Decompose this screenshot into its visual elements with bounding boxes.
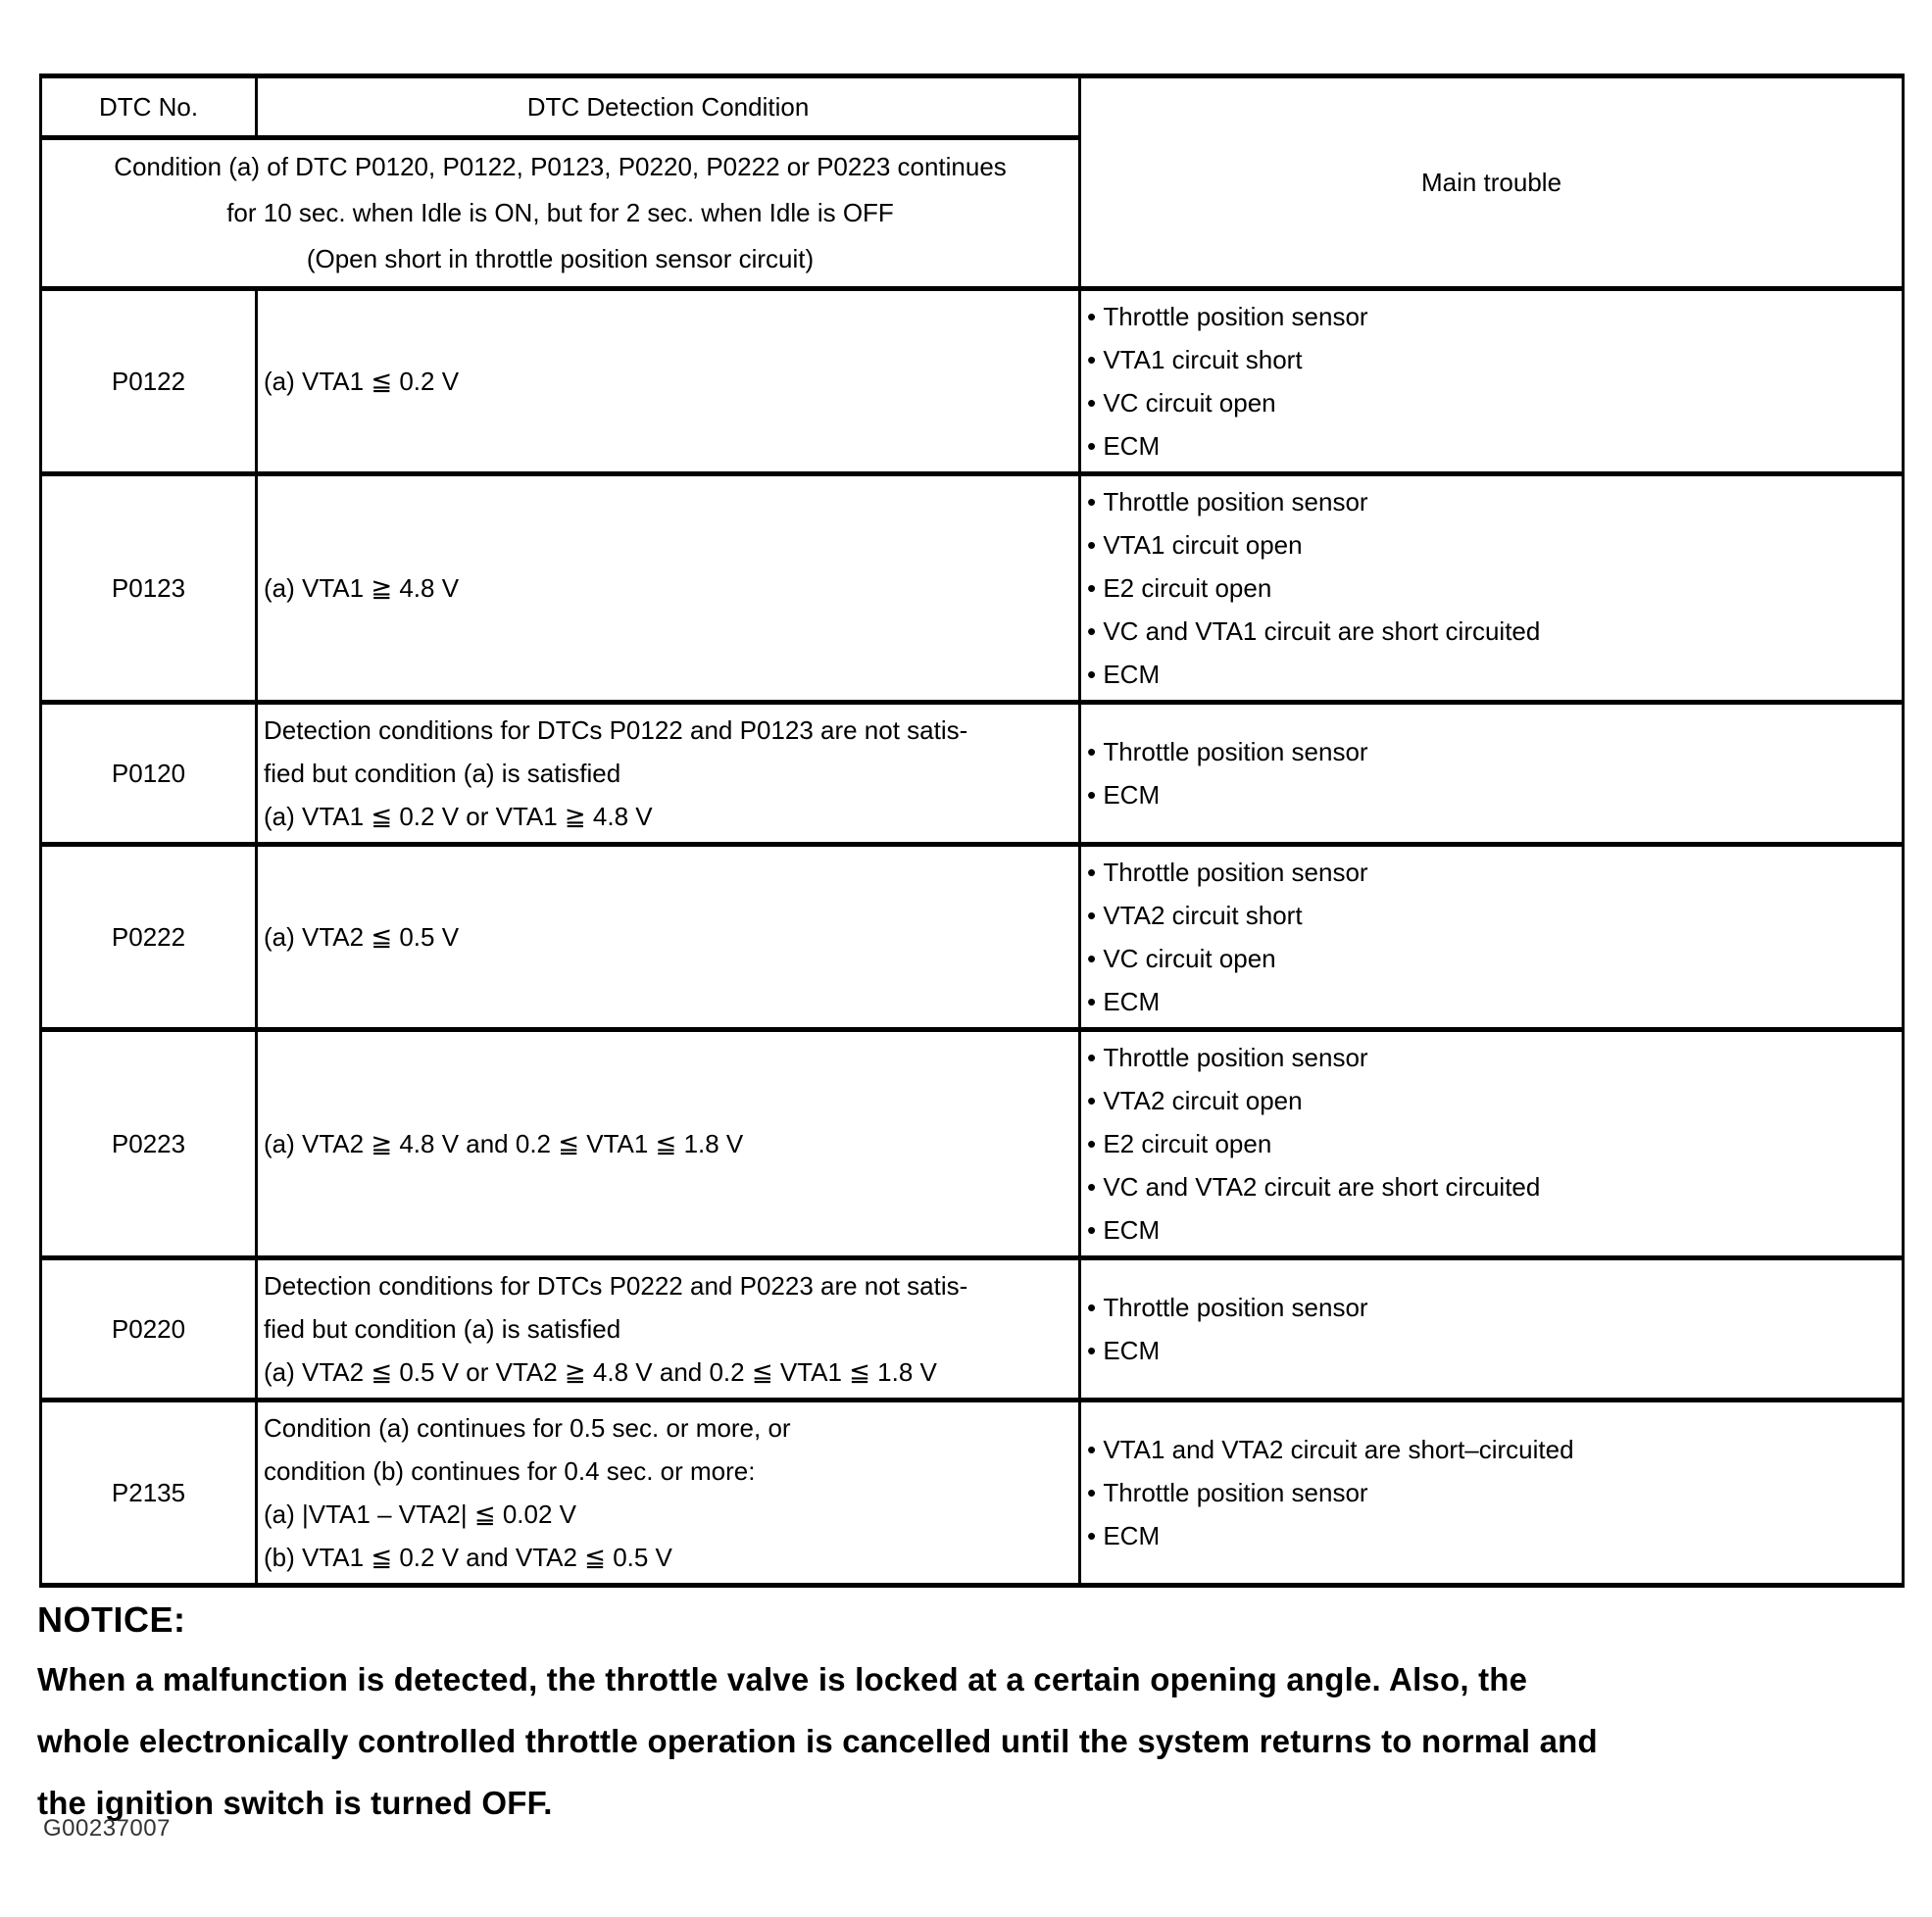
trouble-item: • ECM [1087,1208,1896,1252]
notice-title: NOTICE: [37,1599,186,1640]
trouble-item: • ECM [1087,424,1896,467]
condition-line: (a) VTA2 ≧ 4.8 V and 0.2 ≦ VTA1 ≦ 1.8 V [264,1129,744,1158]
trouble-item: • VTA1 and VTA2 circuit are short–circuited [1087,1428,1896,1471]
condition-line: condition (b) continues for 0.4 sec. or more: [264,1456,756,1486]
notice-section [37,1598,1910,1834]
trouble-item: • ECM [1087,1514,1896,1557]
dtc-no-cell: P0122 [41,289,257,474]
dtc-table [39,74,1905,1588]
condition-line: (a) |VTA1 – VTA2| ≦ 0.02 V [264,1499,577,1529]
trouble-item: • ECM [1087,1329,1896,1372]
condition-line: fied but condition (a) is satisfied [264,759,621,788]
dtc-no-cell: P0120 [41,703,257,845]
main-trouble-cell [1080,474,1904,703]
trouble-item: • VTA1 circuit short [1087,338,1896,381]
trouble-item: • VTA2 circuit short [1087,894,1896,937]
trouble-item: • Throttle position sensor [1087,1471,1896,1514]
detection-condition-cell [257,289,1080,474]
dtc-row [41,1258,1904,1401]
condition-line: (a) VTA2 ≦ 0.5 V [264,922,460,952]
dtc-row [41,474,1904,703]
condition-line: (a) VTA1 ≧ 4.8 V [264,573,460,603]
trouble-item: • Throttle position sensor [1087,851,1896,894]
trouble-item: • VTA1 circuit open [1087,523,1896,566]
condition-line: Condition (a) continues for 0.5 sec. or more, or [264,1413,791,1443]
dtc-row [41,703,1904,845]
detection-condition-cell [257,1030,1080,1258]
trouble-item: • E2 circuit open [1087,1122,1896,1165]
notice-body [37,1648,1910,1834]
trouble-item: • Throttle position sensor [1087,480,1896,523]
condition-line: (b) VTA1 ≦ 0.2 V and VTA2 ≦ 0.5 V [264,1543,672,1572]
trouble-item: • Throttle position sensor [1087,1036,1896,1079]
condition-line: (a) VTA1 ≦ 0.2 V or VTA1 ≧ 4.8 V [264,802,653,831]
detection-condition-cell [257,1401,1080,1586]
detection-condition-cell [257,1258,1080,1401]
main-trouble-cell [1080,289,1904,474]
condition-line: Detection conditions for DTCs P0122 and P0123 are not satis- [264,715,968,745]
trouble-item: • Throttle position sensor [1087,1286,1896,1329]
dtc-no-cell: P0220 [41,1258,257,1401]
trouble-item: • Throttle position sensor [1087,295,1896,338]
dtc-row [41,289,1904,474]
main-trouble-cell [1080,703,1904,845]
trouble-item: • VC circuit open [1087,937,1896,980]
condition-note-line: for 10 sec. when Idle is ON, but for 2 sec. when Idle is OFF [226,198,894,227]
trouble-item: • ECM [1087,773,1896,816]
dtc-no-cell: P2135 [41,1401,257,1586]
trouble-item: • VC circuit open [1087,381,1896,424]
notice-line: whole electronically controlled throttle operation is cancelled until the system returns to normal and [37,1723,1598,1759]
dtc-row [41,845,1904,1030]
condition-line: (a) VTA2 ≦ 0.5 V or VTA2 ≧ 4.8 V and 0.2 ≦ VTA1 ≦ 1.8 V [264,1357,937,1387]
dtc-no-cell: P0223 [41,1030,257,1258]
dtc-table-body [41,289,1904,1586]
detection-condition-cell [257,845,1080,1030]
trouble-item: • ECM [1087,653,1896,696]
header-row [41,76,1904,138]
trouble-item: • VC and VTA1 circuit are short circuited [1087,610,1896,653]
dtc-no-cell: P0222 [41,845,257,1030]
notice-line: the ignition switch is turned OFF. [37,1785,553,1821]
dtc-row [41,1401,1904,1586]
trouble-item: • E2 circuit open [1087,566,1896,610]
dtc-table-header [41,76,1904,289]
condition-note-line: (Open short in throttle position sensor circuit) [306,244,815,273]
trouble-item: • VTA2 circuit open [1087,1079,1896,1122]
dtc-no-cell: P0123 [41,474,257,703]
main-trouble-cell [1080,1258,1904,1401]
detection-condition-cell [257,703,1080,845]
main-trouble-cell [1080,1030,1904,1258]
notice-line: When a malfunction is detected, the throttle valve is locked at a certain opening angle. Also, the [37,1661,1528,1697]
figure-code: G00237007 [43,1815,171,1842]
condition-note-line: Condition (a) of DTC P0120, P0122, P0123, P0220, P0222 or P0223 continues [114,152,1007,181]
trouble-item: • VC and VTA2 circuit are short circuited [1087,1165,1896,1208]
col-header-dtc-no: DTC No. [41,76,257,138]
condition-line: Detection conditions for DTCs P0222 and P0223 are not satis- [264,1271,968,1301]
dtc-row [41,1030,1904,1258]
detection-condition-cell [257,474,1080,703]
trouble-item: • ECM [1087,980,1896,1023]
condition-line: (a) VTA1 ≦ 0.2 V [264,367,460,396]
condition-note-cell [41,138,1080,289]
col-header-detection-condition: DTC Detection Condition [257,76,1080,138]
col-header-main-trouble: Main trouble [1080,76,1904,289]
main-trouble-cell [1080,1401,1904,1586]
condition-line: fied but condition (a) is satisfied [264,1314,621,1344]
main-trouble-cell [1080,845,1904,1030]
trouble-item: • Throttle position sensor [1087,730,1896,773]
